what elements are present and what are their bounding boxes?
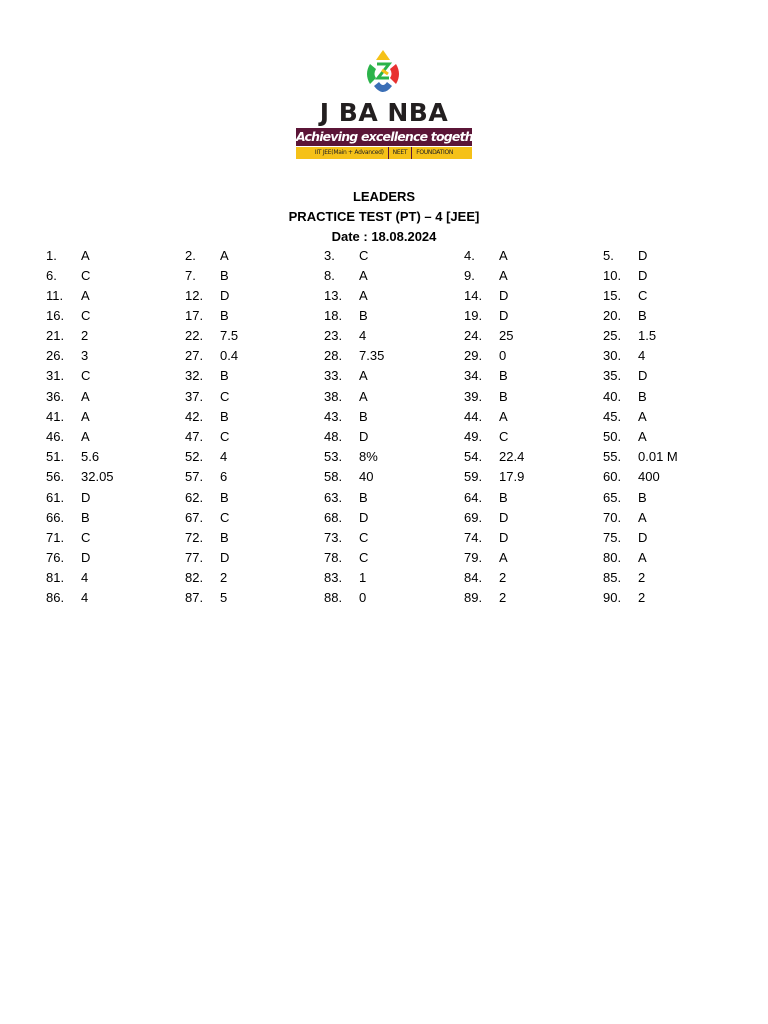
answer-value: 2 <box>638 570 646 585</box>
question-number: 5. <box>603 248 614 263</box>
answer-value: D <box>359 510 369 525</box>
answer-value: 4 <box>81 570 89 585</box>
question-number: 8. <box>324 268 335 283</box>
question-number: 41. <box>46 409 65 424</box>
answer-value: B <box>499 389 508 404</box>
question-number: 53. <box>324 449 343 464</box>
question-number: 48. <box>324 429 343 444</box>
question-number: 38. <box>324 389 343 404</box>
answer-value: 2 <box>638 590 646 605</box>
question-number: 73. <box>324 530 343 545</box>
answer-value: C <box>638 288 648 303</box>
answer-value: 2 <box>220 570 228 585</box>
answer-row <box>46 346 746 366</box>
answer-row <box>46 528 746 548</box>
answer-value: 0 <box>359 590 367 605</box>
answer-value: D <box>499 530 509 545</box>
batch-title: LEADERS <box>352 189 416 204</box>
answer-value: A <box>499 409 508 424</box>
answer-row <box>46 387 746 407</box>
logo-mark-icon <box>360 48 406 100</box>
answer-value: B <box>638 490 647 505</box>
answer-value: 6 <box>220 469 228 484</box>
answer-value: A <box>359 268 368 283</box>
answer-value: C <box>359 550 369 565</box>
answer-row <box>46 447 746 467</box>
question-number: 1. <box>46 248 57 263</box>
answer-value: B <box>220 268 229 283</box>
answer-value: C <box>81 368 91 383</box>
question-number: 31. <box>46 368 65 383</box>
answer-value: 2 <box>499 570 507 585</box>
question-number: 3. <box>324 248 335 263</box>
answer-value: B <box>220 308 229 323</box>
answer-value: A <box>359 368 368 383</box>
program-label: IIT JEE(Main + Advanced) <box>314 149 384 156</box>
answer-value: C <box>81 268 91 283</box>
question-number: 55. <box>603 449 622 464</box>
answer-value: C <box>81 530 91 545</box>
question-number: 69. <box>464 510 483 525</box>
question-number: 76. <box>46 550 65 565</box>
answer-value: C <box>81 308 91 323</box>
answer-value: A <box>638 510 647 525</box>
answer-value: 0 <box>499 348 507 363</box>
answer-value: 4 <box>638 348 646 363</box>
answer-value: D <box>220 550 230 565</box>
answer-value: B <box>220 530 229 545</box>
question-number: 43. <box>324 409 343 424</box>
answer-value: A <box>81 288 90 303</box>
question-number: 83. <box>324 570 343 585</box>
answer-value: 17.9 <box>499 469 525 484</box>
answer-row <box>46 548 746 568</box>
question-number: 32. <box>185 368 204 383</box>
answer-value: 8% <box>359 449 378 464</box>
question-number: 39. <box>464 389 483 404</box>
question-number: 33. <box>324 368 343 383</box>
question-number: 20. <box>603 308 622 323</box>
answer-value: C <box>220 510 230 525</box>
answer-value: 2 <box>81 328 89 343</box>
answer-value: A <box>81 429 90 444</box>
answer-value: 3 <box>81 348 89 363</box>
question-number: 34. <box>464 368 483 383</box>
answer-value: 7.5 <box>220 328 239 343</box>
answer-value: A <box>499 550 508 565</box>
answer-value: 7.35 <box>359 348 385 363</box>
question-number: 2. <box>185 248 196 263</box>
question-number: 85. <box>603 570 622 585</box>
answer-row <box>46 286 746 306</box>
question-number: 7. <box>185 268 196 283</box>
question-number: 70. <box>603 510 622 525</box>
answer-row <box>46 588 746 608</box>
question-number: 58. <box>324 469 343 484</box>
question-number: 45. <box>603 409 622 424</box>
question-number: 15. <box>603 288 622 303</box>
answer-value: C <box>359 248 369 263</box>
question-number: 40. <box>603 389 622 404</box>
question-number: 78. <box>324 550 343 565</box>
question-number: 56. <box>46 469 65 484</box>
question-number: 74. <box>464 530 483 545</box>
question-number: 62. <box>185 490 204 505</box>
answer-value: B <box>499 368 508 383</box>
answer-value: D <box>359 429 369 444</box>
question-number: 16. <box>46 308 65 323</box>
question-number: 89. <box>464 590 483 605</box>
question-number: 87. <box>185 590 204 605</box>
answer-value: C <box>220 429 230 444</box>
answer-value: 4 <box>81 590 89 605</box>
question-number: 88. <box>324 590 343 605</box>
question-number: 79. <box>464 550 483 565</box>
answer-row <box>46 366 746 386</box>
question-number: 29. <box>464 348 483 363</box>
answer-value: 40 <box>359 469 374 484</box>
answer-value: A <box>499 248 508 263</box>
question-number: 21. <box>46 328 65 343</box>
question-number: 25. <box>603 328 622 343</box>
question-number: 22. <box>185 328 204 343</box>
question-number: 24. <box>464 328 483 343</box>
answer-row <box>46 427 746 447</box>
question-number: 49. <box>464 429 483 444</box>
question-number: 35. <box>603 368 622 383</box>
answer-value: A <box>220 248 229 263</box>
answer-value: A <box>359 389 368 404</box>
answer-value: B <box>359 409 368 424</box>
question-number: 84. <box>464 570 483 585</box>
question-number: 13. <box>324 288 343 303</box>
question-number: 51. <box>46 449 65 464</box>
question-number: 18. <box>324 308 343 323</box>
answer-value: 0.01 M <box>638 449 678 464</box>
question-number: 12. <box>185 288 204 303</box>
answer-value: 1 <box>359 570 367 585</box>
answer-value: D <box>638 268 648 283</box>
question-number: 68. <box>324 510 343 525</box>
answer-value: D <box>499 510 509 525</box>
answer-value: B <box>220 368 229 383</box>
question-number: 72. <box>185 530 204 545</box>
question-number: 86. <box>46 590 65 605</box>
answer-value: A <box>638 429 647 444</box>
answer-value: 2 <box>499 590 507 605</box>
answer-value: 5 <box>220 590 228 605</box>
answer-value: A <box>638 550 647 565</box>
answer-value: D <box>499 308 509 323</box>
brand-name: J BA NBA <box>319 98 449 127</box>
question-number: 77. <box>185 550 204 565</box>
question-number: 90. <box>603 590 622 605</box>
question-number: 19. <box>464 308 483 323</box>
answer-value: B <box>359 490 368 505</box>
answer-row <box>46 246 746 266</box>
answer-value: A <box>499 268 508 283</box>
answer-value: 0.4 <box>220 348 239 363</box>
answer-value: D <box>81 550 91 565</box>
question-number: 23. <box>324 328 343 343</box>
answer-value: D <box>220 288 230 303</box>
answer-row <box>46 407 746 427</box>
question-number: 81. <box>46 570 65 585</box>
answer-value: D <box>638 530 648 545</box>
question-number: 28. <box>324 348 343 363</box>
answer-value: A <box>359 288 368 303</box>
answer-value: A <box>81 389 90 404</box>
answer-row <box>46 488 746 508</box>
answer-value: A <box>81 409 90 424</box>
question-number: 36. <box>46 389 65 404</box>
question-number: 75. <box>603 530 622 545</box>
question-number: 66. <box>46 510 65 525</box>
question-number: 37. <box>185 389 204 404</box>
question-number: 57. <box>185 469 204 484</box>
question-number: 50. <box>603 429 622 444</box>
answer-value: 1.5 <box>638 328 657 343</box>
question-number: 47. <box>185 429 204 444</box>
answer-value: C <box>359 530 369 545</box>
brand-programs <box>296 147 472 159</box>
program-label: NEET <box>392 149 408 156</box>
answer-value: 5.6 <box>81 449 100 464</box>
answer-row <box>46 568 746 588</box>
question-number: 61. <box>46 490 65 505</box>
question-number: 26. <box>46 348 65 363</box>
brand-tagline: Achieving excellence together <box>296 129 486 144</box>
question-number: 82. <box>185 570 204 585</box>
answer-row <box>46 326 746 346</box>
question-number: 27. <box>185 348 204 363</box>
question-number: 80. <box>603 550 622 565</box>
question-number: 42. <box>185 409 204 424</box>
question-number: 44. <box>464 409 483 424</box>
question-number: 4. <box>464 248 475 263</box>
answer-value: D <box>81 490 91 505</box>
question-number: 67. <box>185 510 204 525</box>
question-number: 52. <box>185 449 204 464</box>
answer-value: 22.4 <box>499 449 525 464</box>
question-number: 6. <box>46 268 57 283</box>
question-number: 63. <box>324 490 343 505</box>
question-number: 59. <box>464 469 483 484</box>
question-number: 17. <box>185 308 204 323</box>
answer-value: D <box>499 288 509 303</box>
question-number: 9. <box>464 268 475 283</box>
question-number: 64. <box>464 490 483 505</box>
answer-value: A <box>638 409 647 424</box>
answer-value: B <box>220 490 229 505</box>
question-number: 14. <box>464 288 483 303</box>
answer-value: B <box>499 490 508 505</box>
brand-logo <box>296 48 486 162</box>
answer-value: B <box>81 510 90 525</box>
answer-value: 4 <box>359 328 367 343</box>
answer-value: 400 <box>638 469 660 484</box>
answer-value: B <box>638 308 647 323</box>
program-label: FOUNDATION <box>416 149 454 156</box>
answer-row <box>46 508 746 528</box>
answer-value: D <box>638 368 648 383</box>
test-title: PRACTICE TEST (PT) – 4 [JEE] <box>288 209 480 224</box>
answer-value: 4 <box>220 449 228 464</box>
answer-row <box>46 266 746 286</box>
question-number: 46. <box>46 429 65 444</box>
answer-value: 32.05 <box>81 469 114 484</box>
question-number: 11. <box>46 288 64 303</box>
question-number: 60. <box>603 469 622 484</box>
question-number: 30. <box>603 348 622 363</box>
answer-value: C <box>220 389 230 404</box>
answer-value: B <box>638 389 647 404</box>
question-number: 54. <box>464 449 483 464</box>
answer-value: 25 <box>499 328 514 343</box>
question-number: 65. <box>603 490 622 505</box>
answer-value: A <box>81 248 90 263</box>
question-number: 10. <box>603 268 622 283</box>
answer-value: B <box>220 409 229 424</box>
answer-row <box>46 306 746 326</box>
answer-row <box>46 467 746 487</box>
test-date: Date : 18.08.2024 <box>331 229 437 244</box>
question-number: 71. <box>46 530 65 545</box>
answer-value: B <box>359 308 368 323</box>
answer-value: D <box>638 248 648 263</box>
answer-value: C <box>499 429 509 444</box>
